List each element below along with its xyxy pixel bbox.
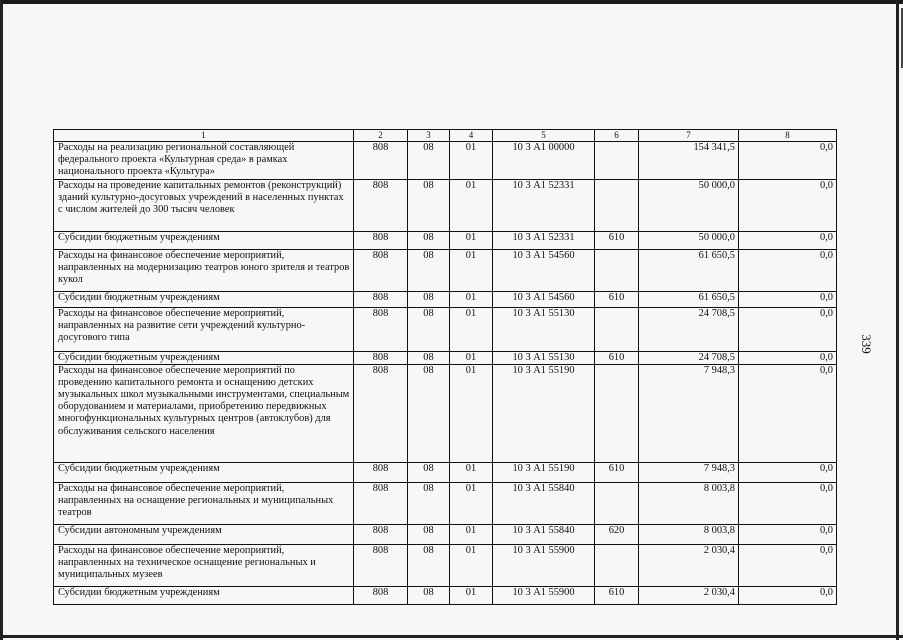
cell-target-item: 10 3 А1 54560 [493,250,595,292]
cell-target-item: 10 3 А1 00000 [493,142,595,180]
cell-amount-2: 0,0 [739,545,837,587]
cell-amount-2: 0,0 [739,308,837,352]
column-header: 3 [408,130,450,142]
scan-border-top [0,0,903,4]
cell-expense-type [595,545,639,587]
row-name: Расходы на финансовое обеспечение мероприятий, направленных на развитие сети учреждений культурно-досугового типа [54,308,354,352]
cell-target-item: 10 3 А1 54560 [493,292,595,308]
cell-section: 08 [408,587,450,605]
cell-target-item: 10 3 А1 55840 [493,525,595,545]
cell-amount-2: 0,0 [739,142,837,180]
cell-subsection: 01 [450,525,493,545]
table-row [54,292,837,308]
cell-subsection: 01 [450,250,493,292]
cell-subsection: 01 [450,292,493,308]
row-name: Субсидии бюджетным учреждениям [54,463,354,483]
cell-amount: 2 030,4 [639,545,739,587]
cell-amount-2: 0,0 [739,483,837,525]
cell-amount-2: 0,0 [739,463,837,483]
cell-amount-2: 0,0 [739,525,837,545]
cell-ministry: 808 [354,545,408,587]
cell-expense-type: 610 [595,292,639,308]
cell-expense-type [595,142,639,180]
cell-subsection: 01 [450,587,493,605]
column-header: 7 [639,130,739,142]
cell-section: 08 [408,308,450,352]
cell-amount: 24 708,5 [639,308,739,352]
column-header: 5 [493,130,595,142]
row-name: Расходы на проведение капитальных ремонтов (реконструкций) зданий культурно-досуговых учреждений в населенных пунктах с числом жителей до 300 тысяч человек [54,180,354,232]
cell-subsection: 01 [450,232,493,250]
page-number: 339 [858,334,874,354]
cell-section: 08 [408,365,450,463]
cell-ministry: 808 [354,308,408,352]
cell-section: 08 [408,232,450,250]
cell-section: 08 [408,142,450,180]
cell-section: 08 [408,483,450,525]
cell-amount: 24 708,5 [639,352,739,365]
cell-expense-type [595,180,639,232]
column-header: 2 [354,130,408,142]
cell-section: 08 [408,292,450,308]
cell-expense-type [595,308,639,352]
column-header: 6 [595,130,639,142]
cell-subsection: 01 [450,308,493,352]
table-row [54,463,837,483]
cell-amount-2: 0,0 [739,352,837,365]
cell-amount-2: 0,0 [739,180,837,232]
cell-ministry: 808 [354,587,408,605]
cell-expense-type: 610 [595,352,639,365]
cell-target-item: 10 3 А1 55900 [493,545,595,587]
table-row [54,483,837,525]
row-name: Субсидии бюджетным учреждениям [54,292,354,308]
cell-subsection: 01 [450,352,493,365]
table-row [54,142,837,180]
row-name: Расходы на финансовое обеспечение мероприятий, направленных на техническое оснащение региональных и муниципальных музеев [54,545,354,587]
cell-ministry: 808 [354,463,408,483]
cell-section: 08 [408,545,450,587]
table-row [54,232,837,250]
cell-subsection: 01 [450,483,493,525]
cell-amount: 7 948,3 [639,365,739,463]
cell-amount: 50 000,0 [639,232,739,250]
row-name: Расходы на финансовое обеспечение мероприятий, направленных на оснащение региональных и муниципальных театров [54,483,354,525]
row-name: Расходы на финансовое обеспечение мероприятий по проведению капитального ремонта и оснащению детских музыкальных школ музыкальными инструментами, специальным оборудованием и материалами, приобретению передвижных многофункциональных культурных центров (автоклубов) для обслуживания сельского населения [54,365,354,463]
cell-ministry: 808 [354,292,408,308]
cell-section: 08 [408,180,450,232]
cell-expense-type: 610 [595,587,639,605]
cell-section: 08 [408,352,450,365]
row-name: Субсидии бюджетным учреждениям [54,352,354,365]
budget-table [53,129,837,605]
cell-expense-type [595,483,639,525]
cell-target-item: 10 3 А1 55190 [493,463,595,483]
table-row [54,525,837,545]
cell-amount: 50 000,0 [639,180,739,232]
table-row [54,587,837,605]
cell-target-item: 10 3 А1 55130 [493,352,595,365]
scan-border-left [0,0,3,640]
cell-expense-type: 610 [595,232,639,250]
cell-amount: 61 650,5 [639,292,739,308]
cell-subsection: 01 [450,545,493,587]
cell-amount-2: 0,0 [739,292,837,308]
row-name: Расходы на финансовое обеспечение мероприятий, направленных на модернизацию театров юного зрителя и театров кукол [54,250,354,292]
cell-ministry: 808 [354,365,408,463]
cell-ministry: 808 [354,352,408,365]
table-row [54,250,837,292]
cell-ministry: 808 [354,232,408,250]
cell-target-item: 10 3 А1 52331 [493,180,595,232]
cell-target-item: 10 3 А1 52331 [493,232,595,250]
cell-subsection: 01 [450,180,493,232]
row-name: Субсидии автономным учреждениям [54,525,354,545]
cell-subsection: 01 [450,142,493,180]
column-header: 4 [450,130,493,142]
cell-subsection: 01 [450,463,493,483]
cell-subsection: 01 [450,365,493,463]
row-name: Субсидии бюджетным учреждениям [54,232,354,250]
cell-amount: 61 650,5 [639,250,739,292]
cell-section: 08 [408,250,450,292]
table-row [54,180,837,232]
cell-amount: 2 030,4 [639,587,739,605]
cell-expense-type [595,250,639,292]
table-row [54,308,837,352]
cell-ministry: 808 [354,142,408,180]
cell-amount: 7 948,3 [639,463,739,483]
cell-ministry: 808 [354,483,408,525]
cell-expense-type: 610 [595,463,639,483]
row-name: Расходы на реализацию региональной составляющей федерального проекта «Культурная среда» в рамках национального проекта «Культура» [54,142,354,180]
cell-ministry: 808 [354,250,408,292]
cell-expense-type [595,365,639,463]
table-row [54,365,837,463]
cell-amount: 154 341,5 [639,142,739,180]
column-header: 8 [739,130,837,142]
column-header: 1 [54,130,354,142]
cell-section: 08 [408,525,450,545]
row-name: Субсидии бюджетным учреждениям [54,587,354,605]
cell-target-item: 10 3 А1 55840 [493,483,595,525]
cell-target-item: 10 3 А1 55900 [493,587,595,605]
table-row [54,352,837,365]
table-row [54,545,837,587]
cell-ministry: 808 [354,525,408,545]
scan-border-bottom [0,635,903,638]
cell-section: 08 [408,463,450,483]
cell-ministry: 808 [354,180,408,232]
table-header-row [54,130,837,142]
cell-amount: 8 003,8 [639,525,739,545]
cell-amount-2: 0,0 [739,365,837,463]
cell-target-item: 10 3 А1 55130 [493,308,595,352]
cell-amount: 8 003,8 [639,483,739,525]
cell-expense-type: 620 [595,525,639,545]
cell-target-item: 10 3 А1 55190 [493,365,595,463]
scan-border-right [896,0,899,640]
cell-amount-2: 0,0 [739,232,837,250]
cell-amount-2: 0,0 [739,250,837,292]
cell-amount-2: 0,0 [739,587,837,605]
